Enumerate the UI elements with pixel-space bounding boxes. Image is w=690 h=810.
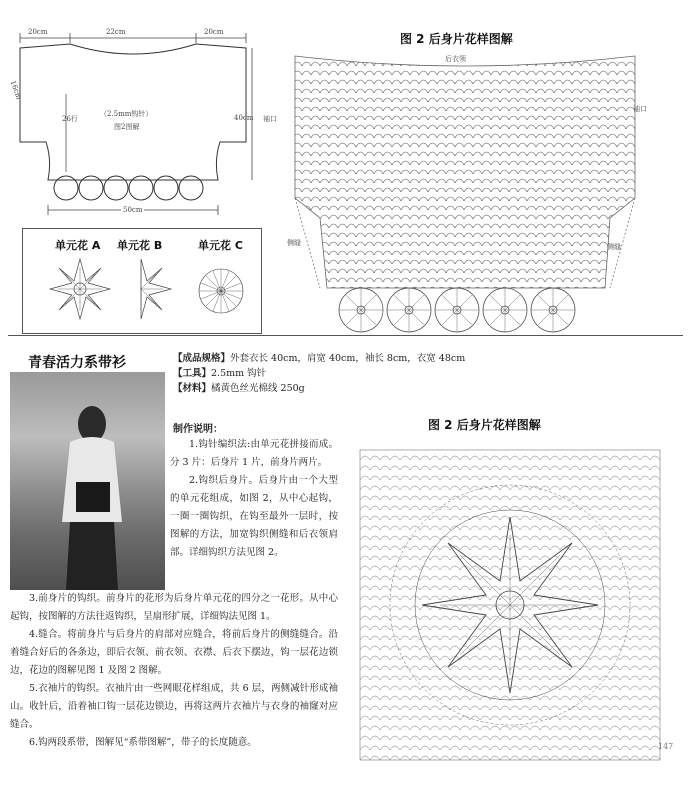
dim-width: 50cm [123, 206, 143, 214]
motif-a-drawing [50, 259, 110, 319]
spec-material: 【材料】橘黄色丝光棉线 250g [173, 383, 305, 394]
dim-rows: 26行 [62, 115, 78, 123]
armhole-right-label: 袖口 [633, 105, 647, 113]
motif-c-drawing [199, 269, 243, 313]
motif-box [22, 228, 262, 334]
armhole-left-label: 袖口 [263, 115, 277, 123]
back-chart [263, 48, 655, 338]
instructions-column [170, 436, 338, 562]
motif-label-b: 单元花 B [117, 239, 163, 252]
back-chart-drawing [275, 48, 655, 338]
spec-tool: 【工具】2.5mm 钩针 [173, 368, 267, 379]
motif-chart [350, 440, 670, 770]
dim-shoulder-left: 20cm [28, 28, 48, 36]
model-photo [10, 372, 165, 590]
dim-shoulder-right: 20cm [204, 28, 224, 36]
para-2: 2.钩织后身片。后身片由一个大型的单元花组成，如图 2，从中心起钩，一圈一圈钩织，在钩至最外一层时，按图解的方法，加宽钩织侧缝和后衣领肩部。详细钩织方法见图 2。 [170, 475, 338, 558]
motif-drawings [23, 229, 261, 333]
para-4: 4.缝合。将前身片与后身片的肩部对应缝合，将前后身片的侧缝缝合。沿着缝合好后的各条边，即后衣领、前衣领、衣襟、后衣下摆边，钩一层花边锁边，花边的图解见图 1 及图 2 图解。 [10, 629, 338, 676]
instructions-full [10, 590, 338, 752]
motif-label-a: 单元花 A [55, 239, 101, 252]
model-silhouette [10, 372, 165, 590]
center-note-line1: （2.5mm钩针） [100, 110, 153, 118]
back-neck-label: 后衣领 [445, 55, 466, 63]
motif-chart-title: 图 2 后身片花样图解 [428, 418, 541, 432]
para-6: 6.钩两段系带，图解见“系带图解”，带子的长度随意。 [29, 737, 257, 748]
spec-block [173, 351, 673, 396]
page-number: 147 [658, 742, 674, 751]
motif-b-drawing [141, 259, 171, 319]
dim-neck: 22cm [106, 28, 126, 36]
motif-label-c: 单元花 C [198, 239, 243, 252]
spec-size: 【成品规格】外套衣长 40cm，肩宽 40cm，袖长 8cm，衣宽 48cm [173, 353, 466, 364]
article-title: 青春活力系带衫 [28, 355, 126, 371]
instructions-heading: 制作说明： [173, 424, 223, 435]
dim-sleeve-depth: 16cm [8, 79, 23, 101]
dim-length: 40cm [234, 114, 254, 122]
side-seam-right-label: 侧缝 [607, 243, 621, 251]
para-1: 1.钩针编织法:由单元花拼接而成。分 3 片：后身片 1 片，前身片两片。 [170, 439, 338, 468]
section-divider [8, 335, 683, 336]
para-5: 5.衣袖片的钩织。衣袖片由一些网眼花样组成，共 6 层，两侧减针形成袖山。收针后，沿着袖口钩一层花边锁边，再将这两片衣袖片与衣身的袖窿对应缝合。 [10, 683, 338, 730]
para-3: 3.前身片的钩织。前身片的花形为后身片单元花的四分之一花形。从中心起钩，按图解的方法往返钩织，呈扇形扩展，详细钩法见图 1。 [10, 593, 338, 622]
back-chart-title: 图 2 后身片花样图解 [400, 32, 513, 46]
side-seam-left-label: 侧缝 [287, 239, 301, 247]
garment-schematic [8, 20, 263, 225]
motif-chart-drawing [350, 440, 670, 770]
center-note-line2: 图2图解 [114, 123, 140, 131]
